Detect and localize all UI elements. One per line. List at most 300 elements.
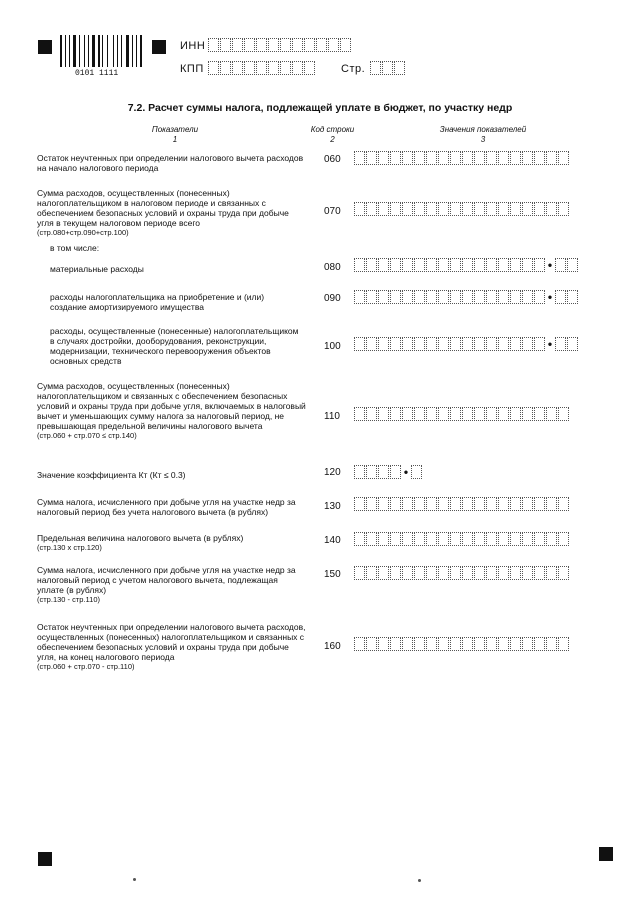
row-080-code: 080	[324, 262, 341, 273]
entry-cell[interactable]	[450, 566, 461, 580]
barcode-bar	[71, 35, 72, 67]
entry-cell[interactable]	[292, 38, 303, 52]
barcode-bar	[84, 35, 86, 67]
entry-cell[interactable]	[366, 202, 377, 216]
entry-cell[interactable]	[426, 497, 437, 511]
entry-cell[interactable]	[232, 61, 243, 75]
entry-cell[interactable]	[486, 637, 497, 651]
barcode-bar	[117, 35, 119, 67]
row-070-value-field[interactable]	[354, 202, 570, 216]
entry-cell[interactable]	[366, 566, 377, 580]
entry-cell[interactable]	[510, 566, 521, 580]
row-140-code: 140	[324, 535, 341, 546]
entry-cell[interactable]	[328, 38, 339, 52]
row-150-label: Сумма налога, исчисленного при добыче угля на участке недр за налоговый период с учетом налогового вычета, подлежащая уплате (в рублях) (стр.130 - стр.110)	[37, 565, 296, 604]
entry-cell[interactable]	[558, 151, 569, 165]
entry-cell[interactable]	[462, 532, 473, 546]
entry-cell[interactable]	[438, 532, 449, 546]
entry-cell[interactable]	[474, 202, 485, 216]
entry-cell[interactable]	[402, 151, 413, 165]
scan-speck	[133, 878, 136, 881]
entry-cell[interactable]	[304, 38, 315, 52]
entry-cell[interactable]	[474, 566, 485, 580]
entry-cell[interactable]	[390, 407, 401, 421]
row-110-value-field[interactable]	[354, 407, 570, 421]
row-110-code: 110	[324, 411, 340, 422]
entry-cell[interactable]	[304, 61, 315, 75]
entry-cell[interactable]	[390, 202, 401, 216]
entry-cell[interactable]	[450, 337, 461, 351]
entry-cell[interactable]	[366, 258, 377, 272]
barcode-bar	[109, 35, 112, 67]
entry-cell[interactable]	[414, 497, 425, 511]
barcode-bar	[143, 35, 144, 67]
barcode-bar	[132, 35, 133, 67]
row-120-value-field[interactable]	[354, 465, 423, 479]
barcode-bar	[67, 35, 69, 67]
entry-cell[interactable]	[567, 290, 578, 304]
entry-cell[interactable]	[414, 407, 425, 421]
row-060-value-field[interactable]	[354, 151, 570, 165]
entry-cell[interactable]	[354, 497, 365, 511]
entry-cell[interactable]	[450, 407, 461, 421]
entry-cell[interactable]	[402, 407, 413, 421]
row-060-code: 060	[324, 154, 341, 165]
entry-cell[interactable]	[450, 202, 461, 216]
entry-cell[interactable]	[414, 202, 425, 216]
entry-cell[interactable]	[366, 497, 377, 511]
row-140-value-field[interactable]	[354, 532, 570, 546]
entry-cell[interactable]	[402, 497, 413, 511]
row-130-value-field[interactable]	[354, 497, 570, 511]
row-100-code: 100	[324, 341, 341, 352]
entry-cell[interactable]	[366, 337, 377, 351]
entry-cell[interactable]	[498, 566, 509, 580]
page-number-field[interactable]	[370, 61, 406, 75]
entry-cell[interactable]	[402, 258, 413, 272]
row-150-code: 150	[324, 569, 341, 580]
barcode-bar	[107, 35, 108, 67]
entry-cell[interactable]	[498, 258, 509, 272]
entry-cell[interactable]	[244, 61, 255, 75]
barcode-bar	[102, 35, 103, 67]
entry-cell[interactable]	[498, 151, 509, 165]
row-080-label: материальные расходы	[50, 264, 144, 274]
entry-cell[interactable]	[534, 151, 545, 165]
barcode-bar	[60, 35, 62, 67]
entry-cell[interactable]	[438, 637, 449, 651]
row-including-label: в том числе:	[50, 243, 100, 253]
row-080-value-field[interactable]	[354, 258, 579, 272]
entry-cell[interactable]	[522, 337, 533, 351]
row-120-label: Значение коэффициента Кт (Кт ≤ 0.3)	[37, 470, 186, 480]
entry-cell[interactable]	[450, 532, 461, 546]
entry-cell[interactable]	[534, 566, 545, 580]
row-130-code: 130	[324, 501, 341, 512]
entry-cell[interactable]	[426, 151, 437, 165]
entry-cell[interactable]	[534, 532, 545, 546]
entry-cell[interactable]	[426, 532, 437, 546]
entry-cell[interactable]	[280, 61, 291, 75]
barcode-bar	[140, 35, 142, 67]
corner-marker-bottom-right	[599, 847, 613, 861]
corner-marker-top-mid	[152, 40, 166, 54]
entry-cell[interactable]	[426, 407, 437, 421]
entry-cell[interactable]	[378, 258, 389, 272]
entry-cell[interactable]	[462, 151, 473, 165]
entry-cell[interactable]	[486, 258, 497, 272]
row-160-value-field[interactable]	[354, 637, 570, 651]
entry-cell[interactable]	[414, 151, 425, 165]
entry-cell[interactable]	[438, 407, 449, 421]
barcode-bar	[136, 35, 137, 67]
entry-cell[interactable]	[402, 566, 413, 580]
entry-cell[interactable]	[534, 637, 545, 651]
row-160-code: 160	[324, 641, 341, 652]
entry-cell[interactable]	[402, 532, 413, 546]
entry-cell[interactable]	[414, 258, 425, 272]
entry-cell[interactable]	[354, 566, 365, 580]
entry-cell[interactable]	[378, 465, 389, 479]
entry-cell[interactable]	[366, 637, 377, 651]
entry-cell[interactable]	[534, 290, 545, 304]
row-090-label: расходы налогоплательщика на приобретение и (или) создание амортизируемого имущества	[50, 292, 265, 312]
entry-cell[interactable]	[462, 407, 473, 421]
entry-cell[interactable]	[414, 337, 425, 351]
entry-cell[interactable]	[486, 290, 497, 304]
entry-cell[interactable]	[510, 258, 521, 272]
entry-cell[interactable]	[555, 258, 566, 272]
inn-field[interactable]	[208, 38, 352, 52]
entry-cell[interactable]	[426, 566, 437, 580]
entry-cell[interactable]	[510, 407, 521, 421]
entry-cell[interactable]	[390, 497, 401, 511]
entry-cell[interactable]	[390, 637, 401, 651]
entry-cell[interactable]	[462, 497, 473, 511]
barcode-bar	[90, 35, 91, 67]
inn-label: ИНН	[180, 40, 206, 52]
entry-cell[interactable]	[414, 566, 425, 580]
entry-cell[interactable]	[208, 38, 219, 52]
entry-cell[interactable]	[462, 290, 473, 304]
entry-cell[interactable]	[486, 151, 497, 165]
entry-cell[interactable]	[534, 497, 545, 511]
entry-cell[interactable]	[555, 337, 566, 351]
entry-cell[interactable]	[426, 290, 437, 304]
entry-cell[interactable]	[462, 637, 473, 651]
entry-cell[interactable]	[244, 38, 255, 52]
entry-cell[interactable]	[522, 202, 533, 216]
entry-cell[interactable]	[220, 38, 231, 52]
decimal-separator: •	[403, 465, 409, 479]
entry-cell[interactable]	[438, 566, 449, 580]
barcode-bar	[126, 35, 129, 67]
entry-cell[interactable]	[438, 337, 449, 351]
corner-marker-top-left	[38, 40, 52, 54]
entry-cell[interactable]	[426, 202, 437, 216]
entry-cell[interactable]	[378, 202, 389, 216]
entry-cell[interactable]	[438, 290, 449, 304]
entry-cell[interactable]	[354, 407, 365, 421]
row-100-value-field[interactable]	[354, 337, 579, 351]
entry-cell[interactable]	[546, 637, 557, 651]
entry-cell[interactable]	[522, 407, 533, 421]
entry-cell[interactable]	[474, 290, 485, 304]
row-090-code: 090	[324, 293, 341, 304]
row-060-label: Остаток неучтенных при определении налогового вычета расходов на начало налогового периода	[37, 153, 304, 173]
barcode-bar	[115, 35, 116, 67]
entry-cell[interactable]	[474, 337, 485, 351]
row-110-label: Сумма расходов, осуществленных (понесенных) налогоплательщиком и связанных с обеспечением безопасных условий и охраны труда при добыче угля, включаемых в налоговый вычет и уменьшающих сумму налога за налоговый период, не превышающая предельной величины налогового вычета (стр.060 + стр.070 ≤ стр.140)	[37, 381, 306, 440]
entry-cell[interactable]	[498, 337, 509, 351]
barcode-bar	[73, 35, 76, 67]
entry-cell[interactable]	[555, 290, 566, 304]
entry-cell[interactable]	[411, 465, 422, 479]
entry-cell[interactable]	[498, 637, 509, 651]
entry-cell[interactable]	[522, 532, 533, 546]
entry-cell[interactable]	[256, 61, 267, 75]
entry-cell[interactable]	[558, 407, 569, 421]
entry-cell[interactable]	[534, 202, 545, 216]
row-090-value-field[interactable]	[354, 290, 579, 304]
entry-cell[interactable]	[474, 532, 485, 546]
entry-cell[interactable]	[354, 337, 365, 351]
entry-cell[interactable]	[402, 337, 413, 351]
entry-cell[interactable]	[370, 61, 381, 75]
row-120-code: 120	[324, 467, 341, 478]
entry-cell[interactable]	[450, 290, 461, 304]
barcode-bar	[65, 35, 66, 67]
column-header-indicators: Показатели 1	[151, 125, 199, 144]
kpp-label: КПП	[180, 63, 204, 75]
entry-cell[interactable]	[498, 497, 509, 511]
barcode-bar	[119, 35, 120, 67]
entry-cell[interactable]	[486, 532, 497, 546]
entry-cell[interactable]	[438, 258, 449, 272]
entry-cell[interactable]	[426, 337, 437, 351]
entry-cell[interactable]	[522, 151, 533, 165]
barcode-bar	[63, 35, 64, 67]
barcode-bar	[86, 35, 87, 67]
decimal-separator: •	[547, 337, 553, 351]
entry-cell[interactable]	[402, 202, 413, 216]
entry-cell[interactable]	[474, 497, 485, 511]
entry-cell[interactable]	[354, 532, 365, 546]
entry-cell[interactable]	[510, 337, 521, 351]
section-title: 7.2. Расчет суммы налога, подлежащей уплате в бюджет, по участку недр	[127, 102, 513, 114]
corner-marker-bottom-left	[38, 852, 52, 866]
barcode-bar	[104, 35, 106, 67]
entry-cell[interactable]	[498, 202, 509, 216]
entry-cell[interactable]	[498, 407, 509, 421]
barcode-number: 0101 1111	[75, 69, 119, 78]
entry-cell[interactable]	[522, 637, 533, 651]
barcode-bar	[77, 35, 78, 67]
entry-cell[interactable]	[486, 407, 497, 421]
entry-cell[interactable]	[438, 151, 449, 165]
entry-cell[interactable]	[414, 290, 425, 304]
entry-cell[interactable]	[546, 407, 557, 421]
entry-cell[interactable]	[438, 202, 449, 216]
scan-speck	[418, 879, 421, 882]
barcode-bar	[121, 35, 122, 67]
entry-cell[interactable]	[256, 38, 267, 52]
entry-cell[interactable]	[534, 258, 545, 272]
entry-cell[interactable]	[280, 38, 291, 52]
entry-cell[interactable]	[510, 497, 521, 511]
entry-cell[interactable]	[402, 637, 413, 651]
decimal-separator: •	[547, 290, 553, 304]
entry-cell[interactable]	[378, 566, 389, 580]
entry-cell[interactable]	[522, 290, 533, 304]
barcode-bar	[69, 35, 70, 67]
barcode-bar	[113, 35, 114, 67]
entry-cell[interactable]	[510, 532, 521, 546]
entry-cell[interactable]	[510, 637, 521, 651]
entry-cell[interactable]	[462, 337, 473, 351]
barcode-bar	[101, 35, 102, 67]
entry-cell[interactable]	[316, 38, 327, 52]
entry-cell[interactable]	[474, 407, 485, 421]
row-140-label: Предельная величина налогового вычета (в рублях) (стр.130 х стр.120)	[37, 533, 244, 552]
entry-cell[interactable]	[232, 38, 243, 52]
entry-cell[interactable]	[462, 258, 473, 272]
entry-cell[interactable]	[498, 532, 509, 546]
entry-cell[interactable]	[522, 258, 533, 272]
entry-cell[interactable]	[378, 497, 389, 511]
barcode-bar	[96, 35, 97, 67]
entry-cell[interactable]	[474, 258, 485, 272]
entry-cell[interactable]	[390, 337, 401, 351]
entry-cell[interactable]	[474, 151, 485, 165]
entry-cell[interactable]	[558, 532, 569, 546]
entry-cell[interactable]	[390, 532, 401, 546]
entry-cell[interactable]	[208, 61, 219, 75]
entry-cell[interactable]	[366, 532, 377, 546]
entry-cell[interactable]	[546, 566, 557, 580]
entry-cell[interactable]	[522, 566, 533, 580]
entry-cell[interactable]	[510, 290, 521, 304]
entry-cell[interactable]	[522, 497, 533, 511]
entry-cell[interactable]	[450, 151, 461, 165]
entry-cell[interactable]	[546, 497, 557, 511]
barcode-bar	[134, 35, 136, 67]
entry-cell[interactable]	[462, 566, 473, 580]
row-150-value-field[interactable]	[354, 566, 570, 580]
kpp-field[interactable]	[208, 61, 316, 75]
entry-cell[interactable]	[394, 61, 405, 75]
entry-cell[interactable]	[390, 465, 401, 479]
entry-cell[interactable]	[558, 202, 569, 216]
entry-cell[interactable]	[220, 61, 231, 75]
row-100-label: расходы, осуществленные (понесенные) налогоплательщиком в случаях достройки, дооборудования, реконструкции, модернизации, технического перевооружения объектов основных средств	[50, 326, 299, 366]
entry-cell[interactable]	[366, 151, 377, 165]
entry-cell[interactable]	[486, 337, 497, 351]
entry-cell[interactable]	[486, 202, 497, 216]
entry-cell[interactable]	[378, 290, 389, 304]
entry-cell[interactable]	[390, 290, 401, 304]
entry-cell[interactable]	[390, 258, 401, 272]
entry-cell[interactable]	[534, 407, 545, 421]
barcode-bar	[79, 35, 80, 67]
entry-cell[interactable]	[354, 637, 365, 651]
entry-cell[interactable]	[414, 532, 425, 546]
entry-cell[interactable]	[450, 637, 461, 651]
column-header-code: Код строки 2	[310, 125, 355, 144]
entry-cell[interactable]	[450, 497, 461, 511]
entry-cell[interactable]	[558, 566, 569, 580]
entry-cell[interactable]	[366, 407, 377, 421]
entry-cell[interactable]	[378, 407, 389, 421]
entry-cell[interactable]	[366, 465, 377, 479]
entry-cell[interactable]	[426, 637, 437, 651]
row-070-label: Сумма расходов, осуществленных (понесенных) налогоплательщиком в налоговом периоде и связанных с обеспечением безопасных условий и охраны труда при добыче угля в текущем налоговом периоде всего (стр.080+стр.090+стр.100)	[37, 188, 289, 237]
entry-cell[interactable]	[486, 566, 497, 580]
entry-cell[interactable]	[558, 497, 569, 511]
barcode-bar	[130, 35, 131, 67]
barcode-bar	[123, 35, 125, 67]
entry-cell[interactable]	[498, 290, 509, 304]
entry-cell[interactable]	[462, 202, 473, 216]
barcode-bar	[88, 35, 89, 67]
entry-cell[interactable]	[546, 202, 557, 216]
column-header-values: Значения показателей 3	[439, 125, 527, 144]
entry-cell[interactable]	[450, 258, 461, 272]
barcode	[60, 35, 144, 67]
entry-cell[interactable]	[438, 497, 449, 511]
entry-cell[interactable]	[340, 38, 351, 52]
barcode-bar	[98, 35, 100, 67]
barcode-bar	[138, 35, 139, 67]
entry-cell[interactable]	[510, 202, 521, 216]
entry-cell[interactable]	[354, 258, 365, 272]
barcode-bar	[81, 35, 83, 67]
entry-cell[interactable]	[567, 258, 578, 272]
row-130-label: Сумма налога, исчисленного при добыче угля на участке недр за налоговый период без учета налогового вычета (в рублях)	[37, 497, 296, 517]
entry-cell[interactable]	[402, 290, 413, 304]
entry-cell[interactable]	[354, 202, 365, 216]
entry-cell[interactable]	[378, 337, 389, 351]
entry-cell[interactable]	[534, 337, 545, 351]
row-160-label: Остаток неучтенных при определении налогового вычета расходов, осуществленных (понесенных) налогоплательщиком и связанных с обеспечением безопасных условий и охраны труда при добыче угля, на конец налогового периода (стр.060 + стр.070 - стр.110)	[37, 622, 306, 671]
entry-cell[interactable]	[378, 532, 389, 546]
entry-cell[interactable]	[390, 151, 401, 165]
entry-cell[interactable]	[474, 637, 485, 651]
entry-cell[interactable]	[354, 151, 365, 165]
entry-cell[interactable]	[558, 637, 569, 651]
entry-cell[interactable]	[382, 61, 393, 75]
entry-cell[interactable]	[366, 290, 377, 304]
entry-cell[interactable]	[567, 337, 578, 351]
entry-cell[interactable]	[414, 637, 425, 651]
entry-cell[interactable]	[390, 566, 401, 580]
entry-cell[interactable]	[268, 38, 279, 52]
barcode-bar	[92, 35, 95, 67]
entry-cell[interactable]	[378, 151, 389, 165]
entry-cell[interactable]	[546, 532, 557, 546]
entry-cell[interactable]	[378, 637, 389, 651]
entry-cell[interactable]	[546, 151, 557, 165]
entry-cell[interactable]	[354, 290, 365, 304]
entry-cell[interactable]	[486, 497, 497, 511]
entry-cell[interactable]	[292, 61, 303, 75]
entry-cell[interactable]	[510, 151, 521, 165]
entry-cell[interactable]	[268, 61, 279, 75]
entry-cell[interactable]	[426, 258, 437, 272]
row-070-code: 070	[324, 206, 341, 217]
entry-cell[interactable]	[354, 465, 365, 479]
decimal-separator: •	[547, 258, 553, 272]
